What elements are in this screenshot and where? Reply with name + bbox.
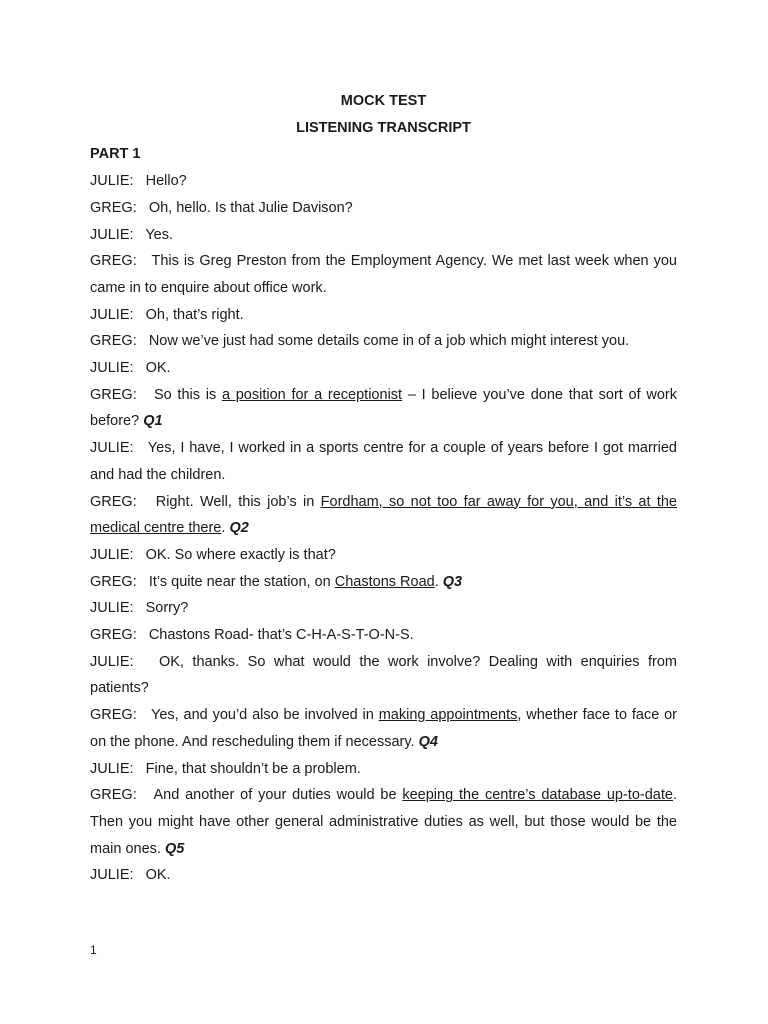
dialogue-text: It’s quite near the station, on (148, 573, 335, 590)
dialogue-text: So this is (153, 386, 222, 403)
speaker-label: JULIE: (90, 360, 134, 377)
transcript-line (90, 702, 677, 755)
answer-text: making appointments (378, 707, 518, 724)
transcript-line (90, 489, 677, 542)
dialogue-text: Yes. (145, 226, 174, 243)
transcript-line (90, 222, 677, 249)
document-page (90, 88, 677, 889)
question-marker: Q5 (164, 840, 185, 857)
dialogue-text: Right. Well, this job’s in (155, 493, 321, 510)
answer-text: Fordham, so not too far away for you, and it’s at the medical centre there (90, 493, 677, 537)
transcript-line (90, 649, 677, 702)
answer-text: a position for a receptionist (221, 386, 403, 403)
transcript-line (90, 435, 677, 488)
transcript-line (90, 782, 677, 862)
transcript-line (90, 862, 677, 889)
dialogue-text: Yes, and you’d also be involved in (151, 707, 379, 724)
speaker-label: JULIE: (90, 173, 134, 190)
speaker-label: JULIE: (90, 546, 134, 563)
transcript-line (90, 756, 677, 783)
dialogue-text: Oh, that’s right. (145, 306, 244, 323)
speaker-label: GREG: (90, 707, 137, 724)
transcript-line (90, 328, 677, 355)
dialogue-text: . Then you might have other general administrative duties as well, but those would be the main ones. (90, 787, 677, 857)
dialogue-text: . (221, 520, 230, 537)
speaker-label: JULIE: (90, 306, 134, 323)
question-marker: Q2 (229, 520, 249, 537)
document-subtitle: LISTENING TRANSCRIPT (296, 119, 471, 136)
answer-text: Chastons Road (334, 573, 435, 590)
dialogue-text: Fine, that shouldn’t be a problem. (145, 760, 361, 777)
question-marker: Q1 (143, 413, 163, 430)
transcript-line (90, 302, 677, 329)
dialogue-text: This is Greg Preston from the Employment Agency. We met last week when you came in to enquire about office work. (90, 253, 677, 296)
dialogue-text: Now we’ve just had some details come in of a job which might interest you. (148, 333, 630, 350)
speaker-label: GREG: (90, 333, 137, 350)
question-marker: Q4 (418, 733, 438, 750)
transcript-line (90, 195, 677, 222)
document-title: MOCK TEST (340, 93, 427, 109)
speaker-label: JULIE: (90, 760, 134, 777)
speaker-label: GREG: (90, 199, 137, 216)
speaker-label: GREG: (90, 493, 137, 510)
dialogue-text: Yes, I have, I worked in a sports centre for a couple of years before I got married and had the children. (90, 440, 677, 483)
part-heading: PART 1 (90, 146, 141, 163)
dialogue-text: Oh, hello. Is that Julie Davison? (148, 199, 353, 216)
speaker-label: GREG: (90, 253, 137, 270)
dialogue-text: OK, thanks. So what would the work involve? Dealing with enquiries from patients? (90, 653, 678, 697)
dialogue-text: OK. So where exactly is that? (145, 546, 336, 563)
transcript-line (90, 168, 677, 195)
page-number: 1 (90, 943, 97, 957)
dialogue-text: . (434, 573, 443, 590)
transcript-line (90, 622, 677, 649)
dialogue-text: – I believe you’ve done that sort of work before? (90, 386, 677, 430)
answer-text: keeping the centre’s database up-to-date (402, 787, 673, 804)
speaker-label: GREG: (90, 787, 137, 804)
dialogue-text: Hello? (145, 173, 187, 190)
dialogue-text: OK. (145, 360, 171, 377)
transcript-line (90, 542, 677, 569)
dialogue-text: Sorry? (145, 600, 189, 617)
transcript-line (90, 569, 677, 596)
transcript-line (90, 355, 677, 382)
speaker-label: JULIE: (90, 653, 134, 670)
transcript-line (90, 248, 677, 301)
question-marker: Q3 (442, 573, 463, 590)
speaker-label: GREG: (90, 386, 137, 403)
speaker-label: JULIE: (90, 600, 134, 617)
speaker-label: JULIE: (90, 226, 134, 243)
transcript (90, 168, 677, 889)
dialogue-text: , whether face to face or on the phone. And rescheduling them if necessary. (90, 707, 678, 750)
transcript-line (90, 382, 677, 435)
dialogue-text: Chastons Road- that’s C-H-A-S-T-O-N-S. (148, 627, 414, 644)
speaker-label: GREG: (90, 627, 137, 644)
dialogue-text: And another of your duties would be (153, 787, 403, 804)
speaker-label: JULIE: (90, 867, 134, 884)
dialogue-text: OK. (145, 867, 171, 884)
speaker-label: JULIE: (90, 440, 134, 457)
transcript-line (90, 595, 677, 622)
speaker-label: GREG: (90, 573, 137, 590)
